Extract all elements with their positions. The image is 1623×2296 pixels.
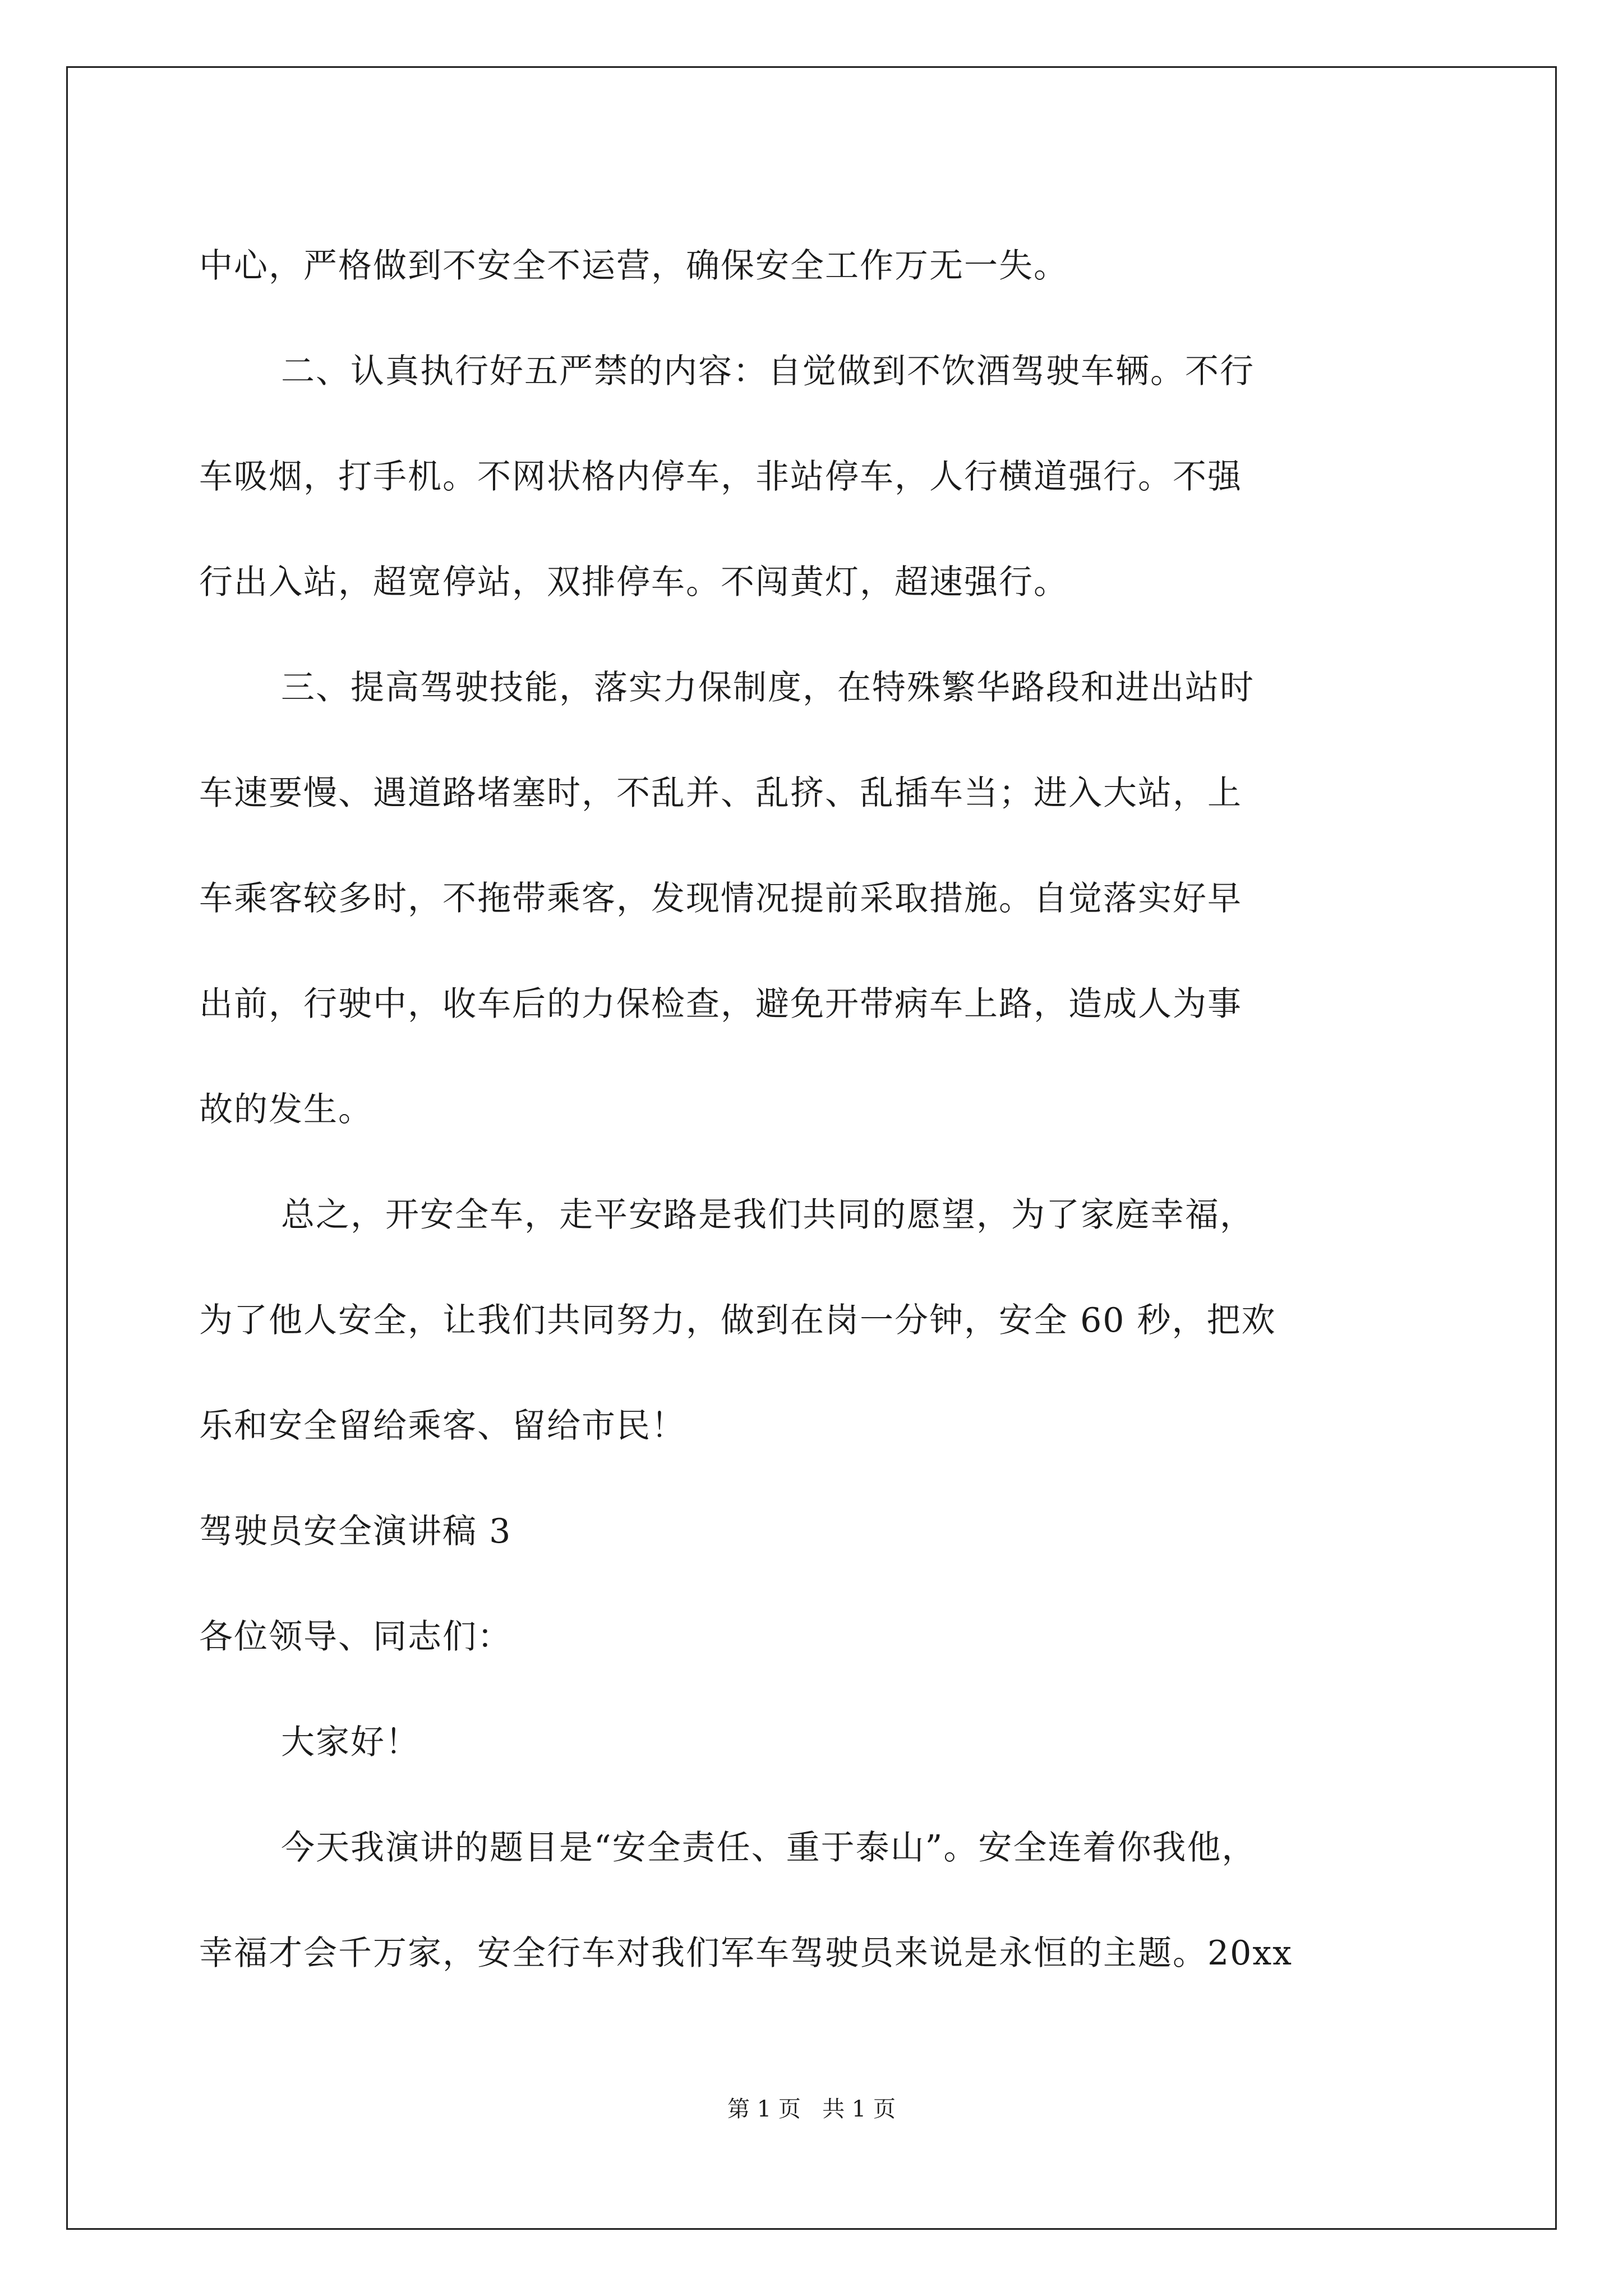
text-line: 中心，严格做到不安全不运营，确保安全工作万无一失。 xyxy=(199,246,1068,286)
text-line: 出前，行驶中，收车后的力保检查，避免开带病车上路，造成人为事 xyxy=(199,984,1242,1024)
section-heading: 驾驶员安全演讲稿 3 xyxy=(199,1512,512,1551)
text-line: 故的发生。 xyxy=(199,1090,373,1129)
text-line: 车乘客较多时，不拖带乘客，发现情况提前采取措施。自觉落实好早 xyxy=(199,879,1242,918)
text-line: 车吸烟，打手机。不网状格内停车，非站停车，人行横道强行。不强 xyxy=(199,457,1242,496)
text-line: 为了他人安全，让我们共同努力，做到在岗一分钟，安全 60 秒，把欢 xyxy=(199,1301,1276,1340)
document-body xyxy=(199,213,1433,2006)
text-line: 幸福才会千万家，安全行车对我们军车驾驶员来说是永恒的主题。20xx xyxy=(199,1934,1293,1973)
text-line: 行出入站，超宽停站，双排停车。不闯黄灯，超速强行。 xyxy=(199,563,1068,602)
text-line: 三、提高驾驶技能，落实力保制度，在特殊繁华路段和进出站时 xyxy=(281,668,1255,707)
text-line: 车速要慢、遇道路堵塞时，不乱并、乱挤、乱插车当；进入大站，上 xyxy=(199,774,1242,813)
salutation: 各位领导、同志们： xyxy=(199,1617,512,1657)
page-footer: 第 1 页 共 1 页 xyxy=(727,2096,896,2122)
text-line: 二、认真执行好五严禁的内容：自觉做到不饮酒驾驶车辆。不行 xyxy=(281,352,1255,391)
greeting: 大家好！ xyxy=(281,1723,420,1762)
text-line: 乐和安全留给乘客、留给市民！ xyxy=(199,1406,686,1446)
text-line: 总之，开安全车，走平安路是我们共同的愿望，为了家庭幸福， xyxy=(281,1195,1255,1235)
text-line: 今天我演讲的题目是“安全责任、重于泰山”。安全连着你我他， xyxy=(281,1828,1257,1867)
